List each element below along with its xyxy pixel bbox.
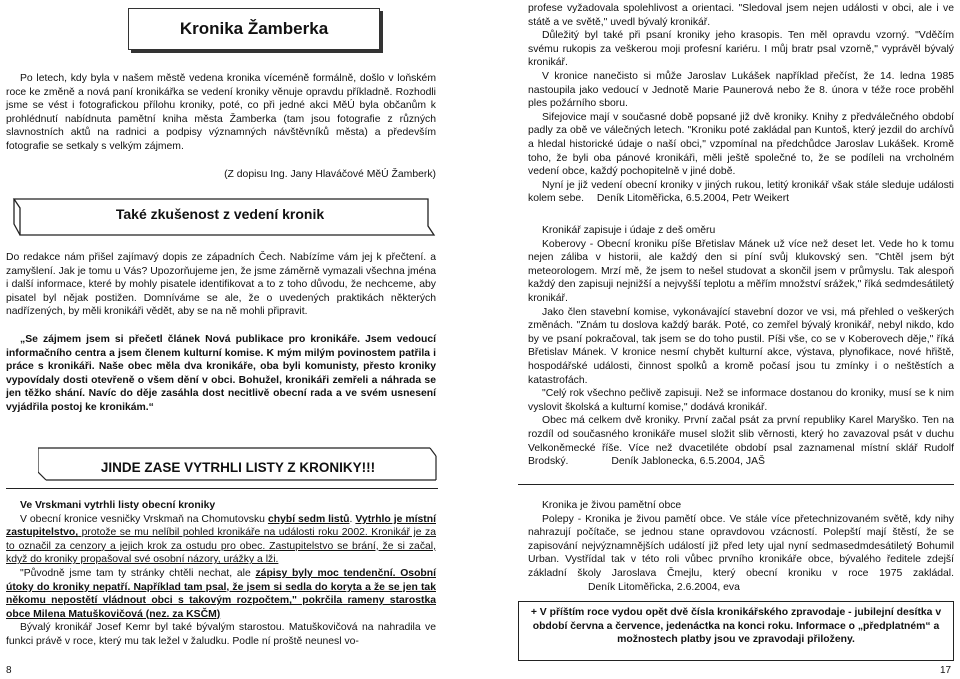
koberovy-p4-text: Obec má celkem dvě kroniky. První začal psát za první republiky Karel Maryško. Ten na rozdíl od současného kronikáře musel složit slib věrnosti, který ho zavazoval psát v duchu Velkoněmecké říše. Více než dvacetiléte období psal zaznamenal místní sklář Rudolf Brodský.	[528, 415, 954, 468]
polepy-title: Kronika je živou pamětní obce	[542, 500, 682, 511]
vrskman-p1-b: chybí sedm listů	[267, 513, 350, 525]
intro-paragraph: Po letech, kdy byla v našem městě vedena kronika víceméně formálně, došlo v loňském roce ke změně a nová paní kronikářka se vedení kroniky věnuje opravdu příkladně. Rozhodli jsme se vést i fotografickou přílohu kroniky, poté, co při jedné akci MěÚ byla občanům k prohlédnutí nabídnuta pamětní kniha města Žamberka (tam jsou fotografie z různých slavnostních aktů na radnici a podpisy významných návštěvníků města) a především fotografie se setkaly s velkým zájmem.	[6, 73, 436, 152]
intro-block	[6, 72, 436, 181]
page-number-left: 8	[6, 665, 12, 676]
banner-experience-text: Také zkušenost z vedení kronik	[115, 206, 325, 222]
vrskman-p2-a: "Původně jsme tam ty stránky chtěli nechat, ale	[20, 567, 256, 579]
vrskman-paragraph-1	[6, 513, 436, 567]
koberovy-signature: Deník Jablonecka, 6.5.2004, JAŠ	[611, 456, 765, 468]
banner-torn-pages	[38, 444, 438, 484]
vrskman-p2-b: zápisy byly moc tendenční. Osobní útoky do kroniky nepatří. Například tam psal, že jsem si sedla do koryta a že se jen tak někomu nepostětí vládnout obci s takovým rozpočtem," pokrčila rameny starostka obce Milena Matuškovičová (nez. za KSČM)	[6, 567, 436, 620]
right-paragraph-2: Důležitý byl také při psaní kroniky jeho krasopis. Ten měl opravdu vzorný. "Vděčím svému rukopis za veškerou moji profesní kariéru. I můj bratr psal vzorně," vyprávěl bývalý kronikář.	[528, 30, 954, 69]
koberovy-article	[528, 224, 954, 469]
koberovy-paragraph-1: Koberovy - Obecní kroniku píše Břetislav Mánek už více než deset let. Vede ho k tomu nejen záliba v historii, ale každý den si píní svůj klukovský sen. "Chtěl jsem být meteorologem. Mrzí mě, že jsem to nešel studovat a skončil jsem v průmyslu. Tak alespoň každý den zapisuji nejnižší a nejvyšší teplotu a měřím množství srážek," říká sedmdesátiletý kronikář.	[528, 238, 954, 304]
right-paragraph-5	[528, 179, 954, 206]
right-p5-signature: Deník Litoměřicka, 6.5.2004, Petr Weikert	[596, 193, 790, 205]
polepy-text: Polepy - Kronika je živou pamětí obce. Ve stále více přetechnizovaném světě, kdy nihy nahrazují počítače, se jednou stane opravdovou vzácností. Polepští mají štěstí, že se zapisování nejvýznamnějších událostí již před lety ujal nyní sedmasedmdesátiletý Bohumil Urban. Vystřídal tak v této roli vůbec prvního kronikáře obce, bývalého ředitele zdejší základní školy Jaroslava Čmejlu, který obecní kroniku v roce 1975 zakládal.	[528, 513, 954, 579]
koberovy-paragraph-3: "Celý rok všechno pečlivě zapisuji. Než se informace dostanou do kroniky, musí se k nim vyslovit školská a kulturní komise," dodává kronikář.	[528, 388, 954, 413]
section-title-box	[128, 8, 380, 50]
polepy-signature: Deník Litoměřicka, 2.6.2004, eva	[588, 581, 740, 593]
right-paragraph-3: V kronice nanečisto si může Jaroslav Lukášek například přečíst, že 14. ledna 1985 nastoupila jako vedoucí v Jednotě Marie Paunerová nebo že 8. února v téže roce proběhl ples požárního sboru.	[528, 70, 954, 110]
banner-experience	[4, 196, 436, 238]
koberovy-title: Kronikář zapisuje i údaje z deš oměru	[542, 225, 716, 236]
letter-quote-paragraph: „Se zájmem jsem si přečetl článek Nová publikace pro kronikáře. Jsem vedoucí informačního centra a jsem členem kulturní komise. K mým milým povinostem patřila i práce s kronikáři. Naše obec měla dva kronikáře, oba byli komunisty, přesto kroniky vypovídaly dosti otevřeně o všem dění v obci. Bohužel, kronikáři zemřeli a náhrada se jen těžko shání. Navíc do děje zasáhla dost necitlivě obecní rada a ve svém usnesení vyjádřila postoj ke kronikám.“	[6, 333, 436, 413]
letter-intro-paragraph: Do redakce nám přišel zajímavý dopis ze západních Čech. Nabízíme vám jej k přečtení. a zamyšlení. Jak je tomu u Vás? Upozorňujeme jen, že jsme záměrně vymazali všechna jména i další informace, které by mohly pisatele identifikovat a to z toho důvodu, že nechceme, aby pisatel byl nějak postižen. Domníváme se ale, že o uvedených praktikách některých nadřízených, by měli kronikáři vědět, aby se na ně mohli připravit.	[6, 252, 436, 318]
subscription-notice	[518, 601, 954, 661]
vrskman-p1-c: .	[349, 513, 356, 525]
koberovy-paragraph-4	[528, 414, 954, 468]
vrskman-paragraph-3: Bývalý kronikář Josef Kemr byl také bývalým starostou. Matuškovičová na nahradila ve funkci právě v roce, který mu tak ležel v žaludku. Podle ní proště neunesl vo-	[6, 622, 436, 647]
vrskman-article	[6, 499, 436, 649]
vrskman-title: Ve Vrskmani vytrhli listy obecní kroniky	[20, 500, 216, 511]
page-number-right: 17	[940, 665, 952, 676]
vrskman-paragraph-2	[6, 567, 436, 621]
left-separator	[6, 488, 438, 489]
banner-torn-pages-text: JINDE ZASE VYTRHLI LISTY Z KRONIKY!!!	[100, 460, 376, 475]
polepy-paragraph	[528, 513, 954, 595]
right-separator	[518, 484, 954, 485]
polepy-article	[528, 499, 954, 594]
right-paragraph-4: Sifejovice mají v současné době popsané již dvě kroniky. Knihy z předválečného období padly za obě ve válečných letech. "Kroniku poté zakládal pan Kuntoš, který jezdil do archívů a hledal historické údaje o naší obci," vzpomínal na předchůdce Jaroslav Lukášek. Kromě toho, že byli oba pánové kronikáři, měli ještě společné to, že se podíleli na vrcholném vedení obce, každý pochopitelně v jiné době.	[528, 111, 954, 178]
vrskman-p1-e: protože se mu nelíbil pohled kronikáře na události roku 2002. Kronikář je za to označil za cenzory a jejich krok za ostudu pro obec. Zastupitelstvo se brání, že si začal, když do kroniky propašoval své osobní názory, urážky a lži.	[6, 527, 436, 566]
intro-signature: (Z dopisu Ing. Jany Hlaváčové MěÚ Žamberk)	[224, 168, 436, 180]
section-title: Kronika Žamberka	[179, 19, 329, 38]
right-p5-text: Nyní je již vedení obecní kroniky v jiných rukou, letitý kronikář však stále sleduje události kolem sebe.	[528, 179, 954, 205]
right-paragraph-1: profese vyžadovala spolehlivost a orientaci. "Sledoval jsem nejen události v obci, ale i ve státě a ve světě," uvedl bývalý kronikář.	[528, 3, 954, 28]
letter-block	[6, 251, 436, 415]
koberovy-paragraph-2: Jako člen stavební komise, vykonávající stavební dozor ve vsi, má přehled o veškerých změnách. "Znám tu doslova každý barák. Poté, co zemřel bývalý kronikář, nebyl nikdo, kdo by ve psaní pokračoval, tak jsem se do toho pustil. Píši vše, co se v Koberovech děje," říká Břetislav Mánek. V kronice nesmí chybět kulturní akce, výstava, plynofikace, nové hřiště, hospodářské události, činnost spolků a kromě počasí jsou tu zmínky i o neštěstích a katastrofách.	[528, 306, 954, 386]
vrskman-p1-d: Vytrhlo je místní zastupitelstvo,	[6, 513, 436, 539]
subscription-notice-text: + V příštím roce vydou opět dvě čísla kronikářského zpravodaje - jubilejní desítka v období června a července, jedenáctka na konci roku. Informace o „předplatném“ a možnostech platby jsou ve zpravodaji přiloženy.	[530, 607, 942, 646]
right-column-top	[528, 2, 954, 206]
vrskman-p1-a: V obecní kronice vesničky Vrskmaň na Chomutovsku	[20, 513, 268, 525]
